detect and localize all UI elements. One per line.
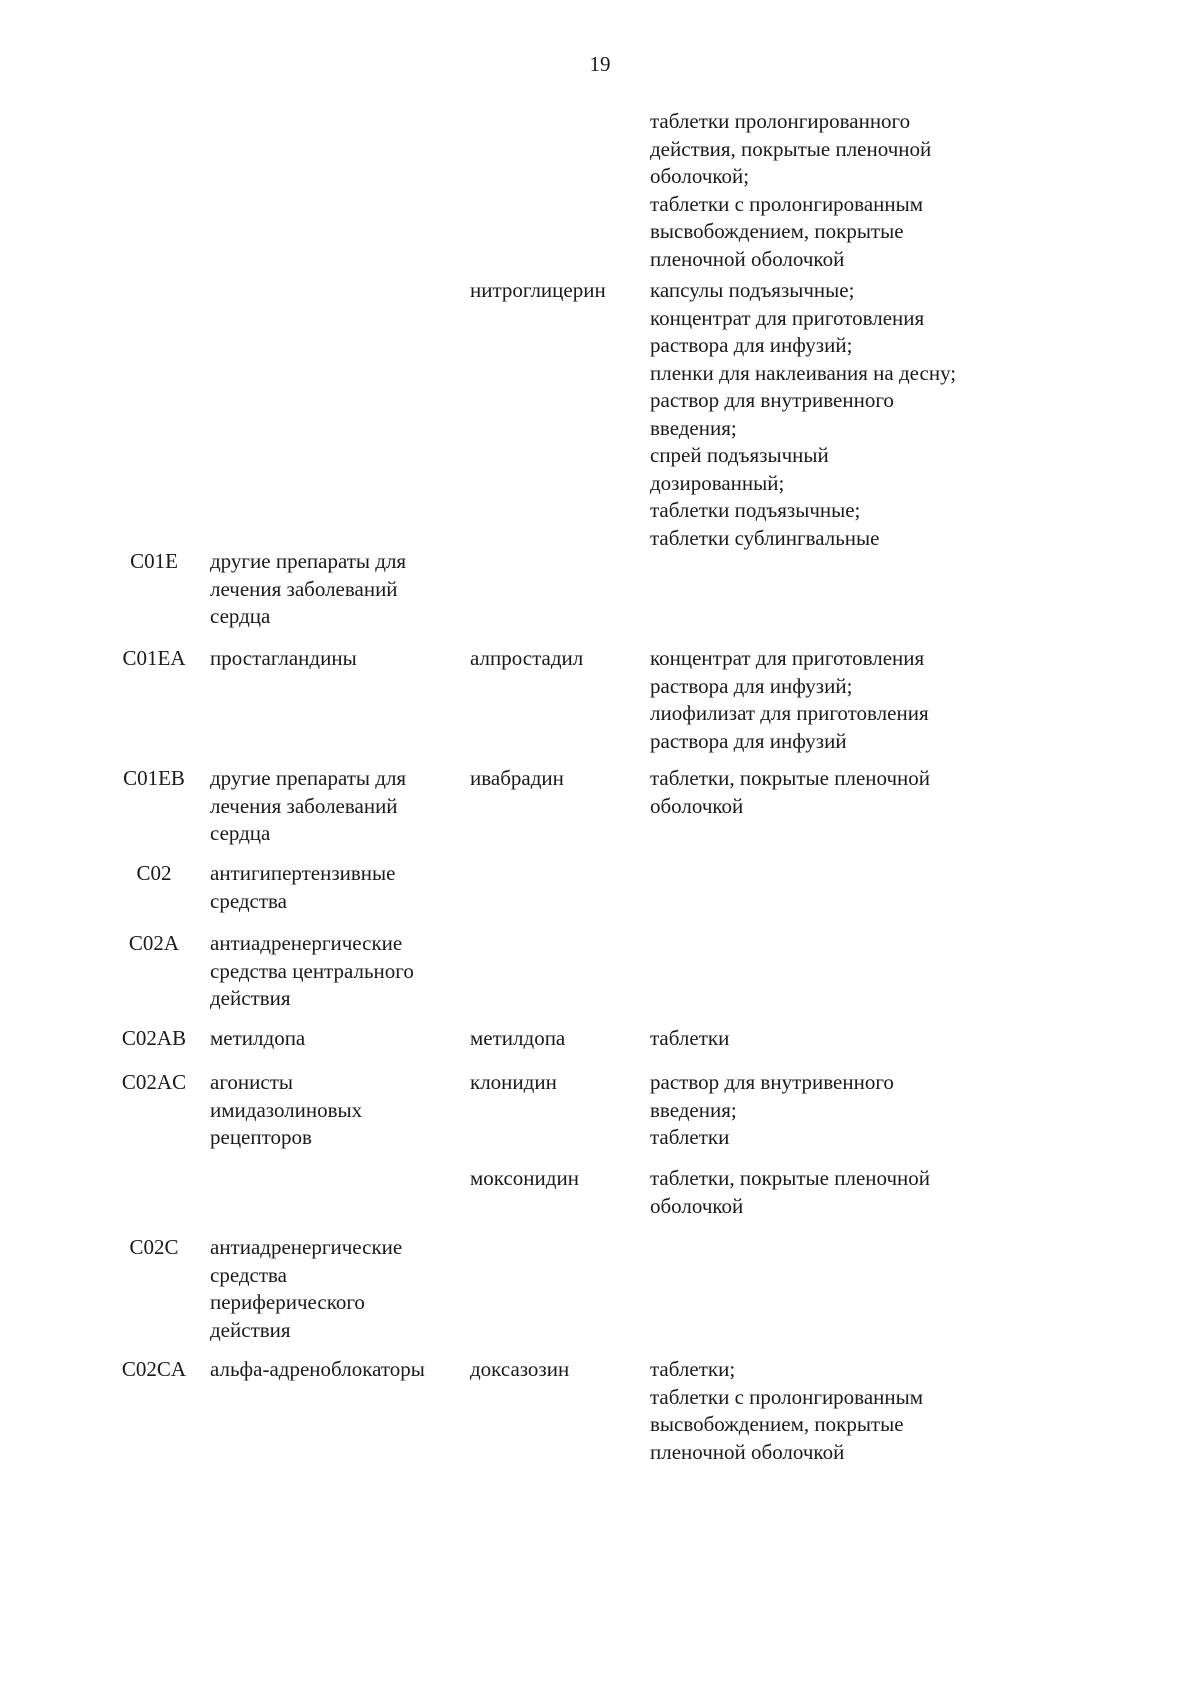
group-name: метилдопа bbox=[210, 1026, 306, 1050]
drug-name: доксазозин bbox=[470, 1357, 570, 1381]
dosage-form: таблетки, покрытые пленочной оболочкой bbox=[650, 766, 931, 818]
dosage-form: капсулы подъязычные; концентрат для приготовления раствора для инфузий; пленки для наклеивания на десну; раствор для внутривенного введения; спрей подъязычный дозированный; таблетки подъязычные; таблетки сублингвальные bbox=[650, 278, 957, 550]
drug-name: ивабрадин bbox=[470, 766, 564, 790]
drug-name: моксонидин bbox=[470, 1166, 579, 1190]
group-name: другие препараты для лечения заболеваний сердца bbox=[210, 549, 407, 628]
drug-name: метилдопа bbox=[470, 1026, 566, 1050]
atc-code: C01E bbox=[130, 549, 178, 573]
group-name: антигипертензивные средства bbox=[210, 861, 396, 913]
atc-code: C02A bbox=[128, 931, 180, 955]
group-name: другие препараты для лечения заболеваний сердца bbox=[210, 766, 407, 845]
atc-code: C02 bbox=[136, 861, 172, 885]
drug-name: клонидин bbox=[470, 1070, 557, 1094]
group-name: антиадренергические средства центрального действия bbox=[210, 931, 414, 1010]
dosage-form: таблетки bbox=[650, 1026, 730, 1050]
group-name: антиадренергические средства периферического действия bbox=[210, 1235, 403, 1342]
group-name: агонисты имидазолиновых рецепторов bbox=[210, 1070, 363, 1149]
atc-code: C01EA bbox=[122, 646, 186, 670]
dosage-form: таблетки; таблетки с пролонгированным высвобождением, покрытые пленочной оболочкой bbox=[650, 1357, 924, 1464]
dosage-form: концентрат для приготовления раствора для инфузий; лиофилизат для приготовления раствора для инфузий bbox=[650, 646, 929, 753]
drug-name: алпростадил bbox=[470, 646, 584, 670]
atc-code: C01EB bbox=[123, 766, 185, 790]
atc-code: C02CA bbox=[121, 1357, 187, 1381]
group-name: альфа-адреноблокаторы bbox=[210, 1357, 425, 1381]
atc-code: C02C bbox=[129, 1235, 179, 1259]
atc-code: C02AC bbox=[121, 1070, 187, 1094]
dosage-form: раствор для внутривенного введения; таблетки bbox=[650, 1070, 894, 1149]
atc-code: C02AB bbox=[121, 1026, 187, 1050]
drug-name: нитроглицерин bbox=[470, 278, 606, 302]
dosage-form: таблетки пролонгированного действия, покрытые пленочной оболочкой; таблетки с пролонгированным высвобождением, покрытые пленочной оболочкой bbox=[650, 109, 932, 271]
page-number: 19 bbox=[589, 52, 611, 76]
group-name: простагландины bbox=[210, 646, 357, 670]
dosage-form: таблетки, покрытые пленочной оболочкой bbox=[650, 1166, 931, 1218]
